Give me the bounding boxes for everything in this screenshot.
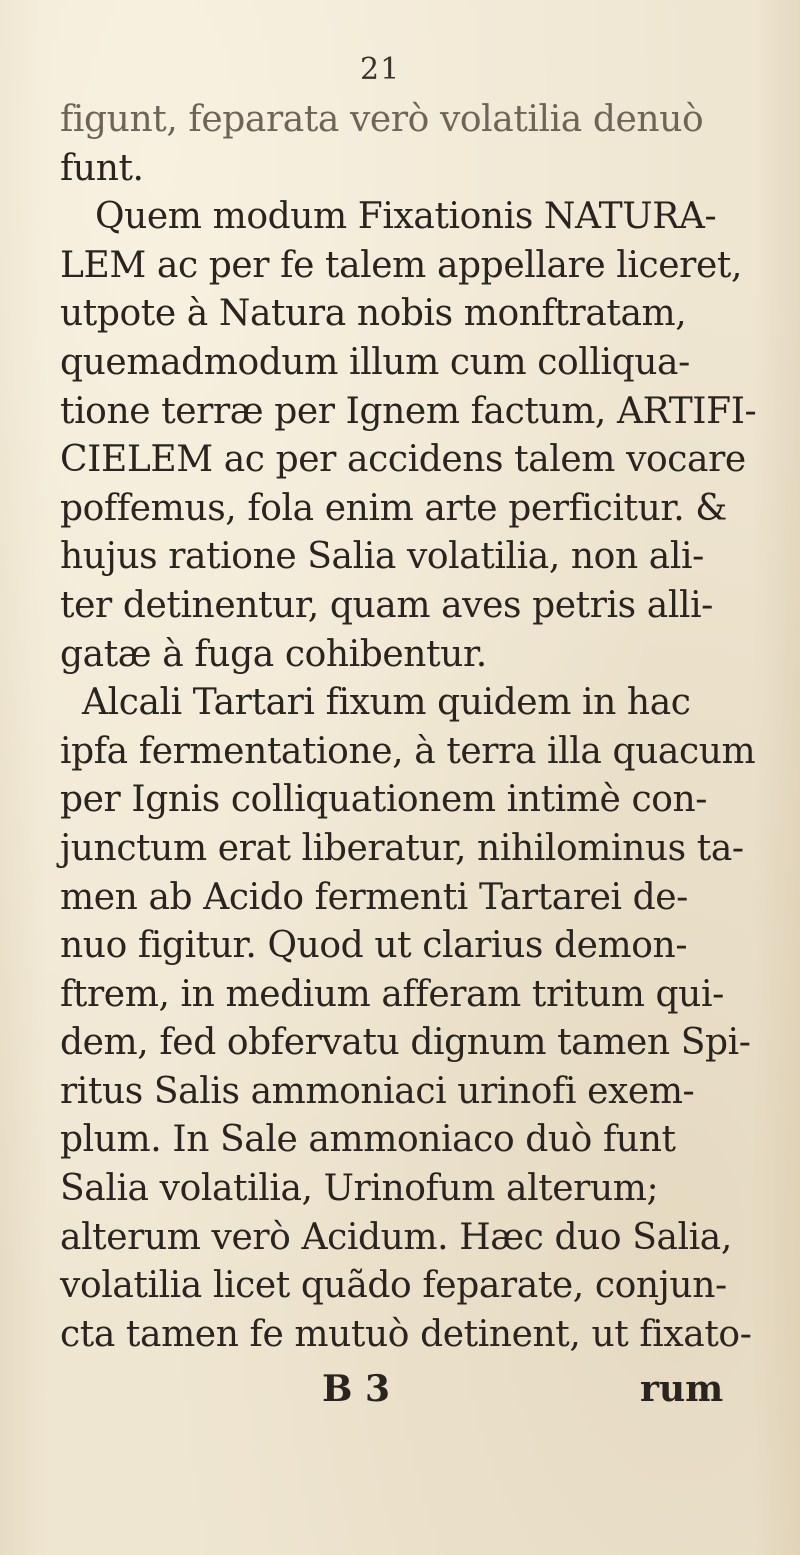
signature-mark: B 3 <box>322 1368 391 1410</box>
page-footer <box>60 1365 780 1413</box>
text-line: CIELEM ac per accidens talem vocare <box>60 439 746 481</box>
page-number: 21 <box>360 52 401 87</box>
text-line: tione terræ per Ignem factum, ARTIFI- <box>60 390 757 432</box>
catchword: rum <box>640 1368 724 1410</box>
text-line: junctum erat liberatur, nihilominus ta- <box>60 827 744 869</box>
text-line: ritus Salis ammoniaci urinofi exem- <box>60 1070 695 1112</box>
text-line: hujus ratione Salia volatilia, non ali- <box>60 536 704 578</box>
text-line: men ab Acido fermenti Tartarei de- <box>60 876 688 918</box>
text-line: Alcali Tartari fixum quidem in hac <box>82 682 691 724</box>
text-line: per Ignis colliquationem intimè con- <box>60 779 708 821</box>
text-line: dem, fed obfervatu dignum tamen Spi- <box>60 1022 751 1064</box>
text-line: gatæ à fuga cohibentur. <box>60 633 487 675</box>
text-line: quemadmodum illum cum colliqua- <box>60 341 690 383</box>
text-line: utpote à Natura nobis monftratam, <box>60 293 687 335</box>
text-line: LEM ac per fe talem appellare liceret, <box>60 244 742 286</box>
text-line: ter detinentur, quam aves petris alli- <box>60 584 713 626</box>
text-line: poffemus, fola enim arte perficitur. & <box>60 487 727 529</box>
text-line: alterum verò Acidum. Hæc duo Salia, <box>60 1216 732 1258</box>
text-line: plum. In Sale ammoniaco duò funt <box>60 1119 676 1161</box>
text-line: nuo figitur. Quod ut clarius demon- <box>60 925 688 967</box>
text-line: figunt, feparata verò volatilia denuò <box>60 99 704 140</box>
text-line: ftrem, in medium afferam tritum qui- <box>60 973 724 1015</box>
text-line: Quem modum Fixationis NATURA- <box>95 196 717 238</box>
text-line: ipfa fermentatione, à terra illa quacum <box>60 730 756 772</box>
text-line: Salia volatilia, Urinofum alterum; <box>60 1168 659 1210</box>
text-line: cta tamen fe mutuò detinent, ut fixato- <box>60 1313 752 1355</box>
text-line: funt. <box>60 147 144 189</box>
body-text <box>60 96 780 1359</box>
text-line: volatilia licet quãdo feparate, conjun- <box>60 1265 727 1307</box>
